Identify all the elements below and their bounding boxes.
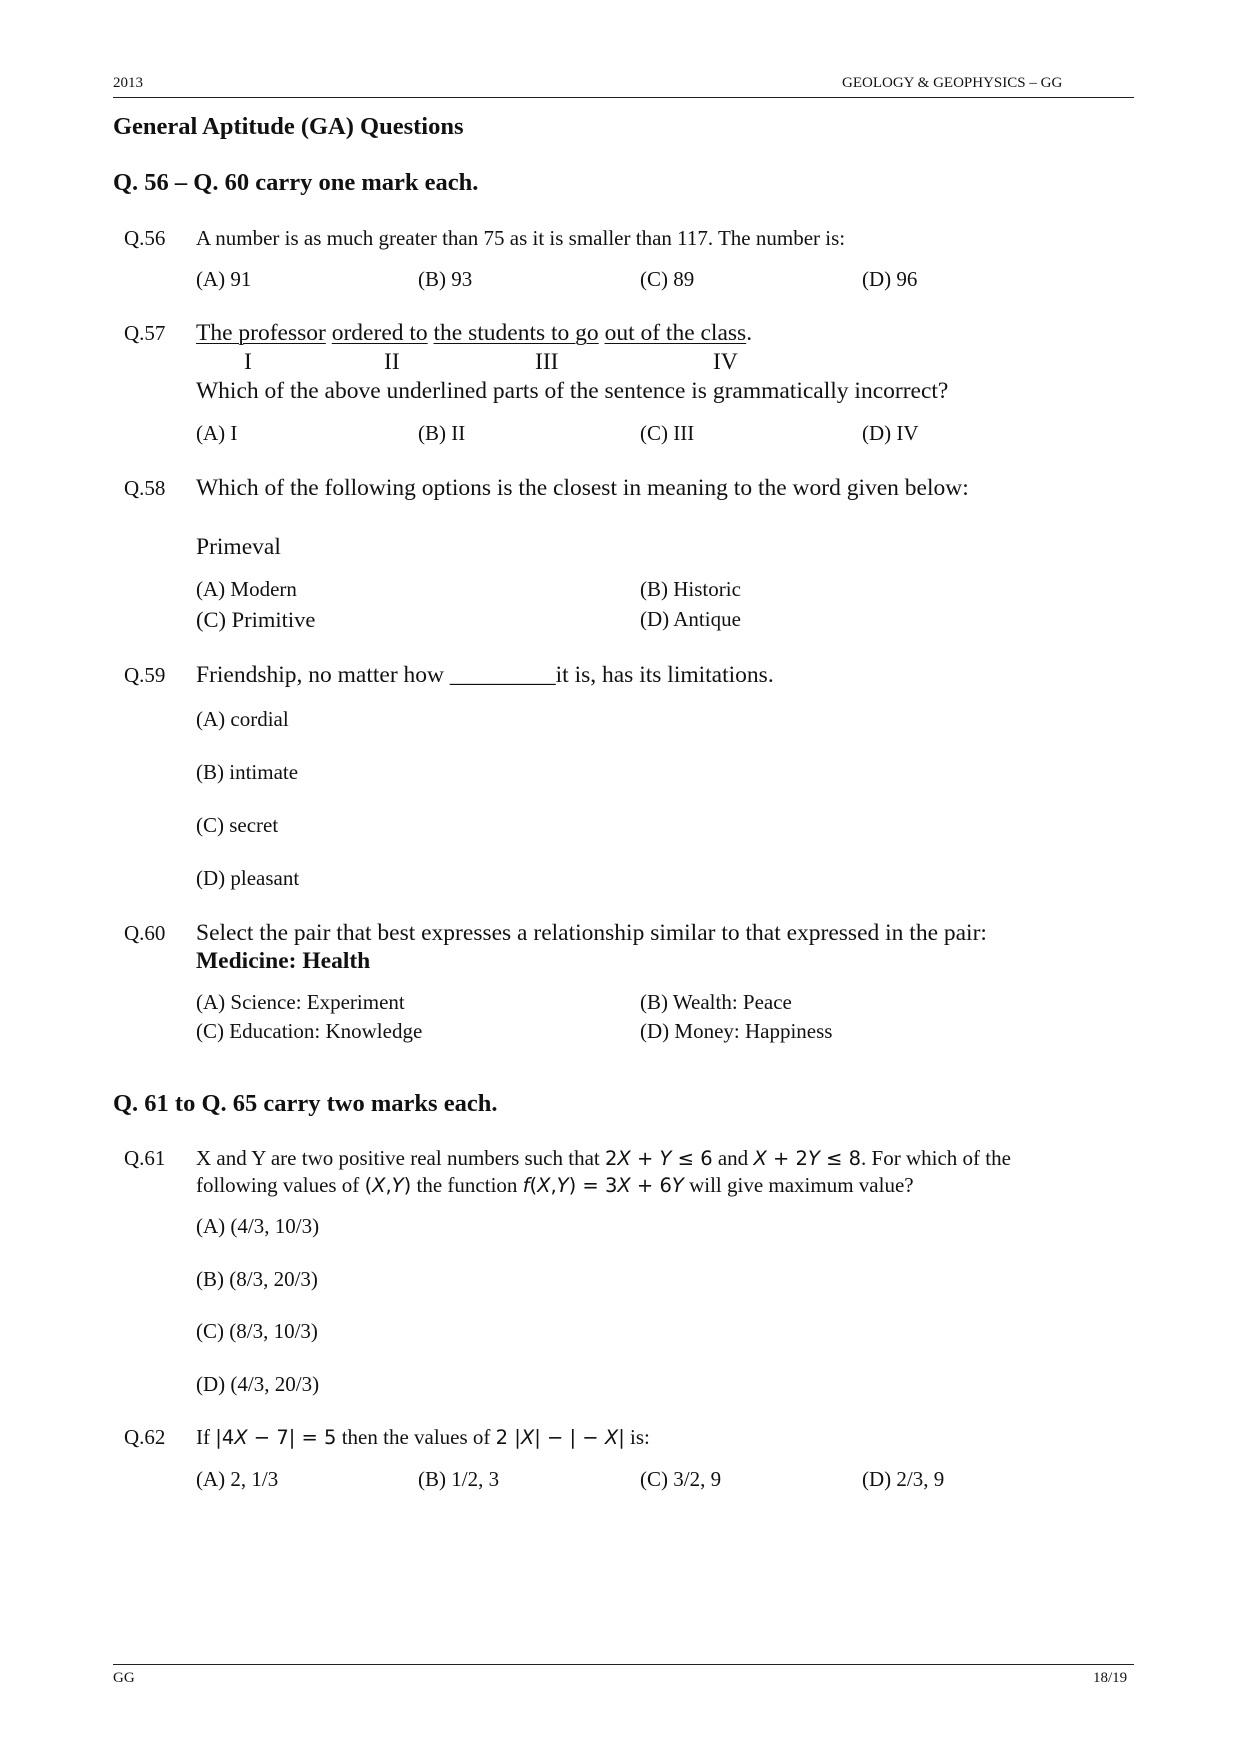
q61-constraint-1: 2X + Y ≤ 6 [605,1147,713,1170]
q57-marker-1: I [244,349,252,375]
q60-option-d: (D) Money: Happiness [640,1019,833,1043]
q61-line1-c: . For which of the [861,1146,1011,1170]
q57-option-c: (C) III [640,421,695,445]
q60-number: Q.60 [124,921,166,945]
q57-marker-2: II [384,349,400,375]
q61-option-b: (B) (8/3, 20/3) [196,1267,318,1291]
q58-word: Primeval [196,534,281,560]
q62-option-b: (B) 1/2, 3 [418,1467,500,1491]
footer-rule [113,1664,1134,1665]
q59-number: Q.59 [124,663,166,687]
q57-part-3: the students to go [433,320,599,346]
q58-option-b: (B) Historic [640,577,741,601]
q57-part-4: out of the class [604,320,747,346]
one-mark-heading: Q. 56 – Q. 60 carry one mark each. [113,169,479,196]
q57-option-d: (D) IV [862,421,919,445]
q58-option-d: (D) Antique [640,607,741,631]
q62-option-a: (A) 2, 1/3 [196,1467,279,1491]
q61-line-2 [196,1173,914,1198]
q61-option-a: (A) (4/3, 10/3) [196,1214,320,1238]
q58-number: Q.58 [124,476,166,500]
q61-option-c: (C) (8/3, 10/3) [196,1319,318,1343]
q61-pair-xy: (X,Y) [364,1174,412,1197]
q62-number: Q.62 [124,1425,166,1449]
q62-text-b: then the values of [341,1425,491,1449]
q56-option-d: (D) 96 [862,267,918,291]
q57-option-b: (B) II [418,421,466,445]
q61-line2-c: will give maximum value? [689,1173,914,1197]
q62-text-c: is: [630,1425,650,1449]
q62-equation: |4X − 7| = 5 [215,1426,337,1449]
q59-option-a: (A) cordial [196,707,289,731]
q61-line2-b: the function [416,1173,518,1197]
q62-text-a: If [196,1425,210,1449]
q60-option-b: (B) Wealth: Peace [640,990,792,1014]
q57-question: Which of the above underlined parts of the sentence is grammatically incorrect? [196,378,949,404]
footer-page: 18/19 [1093,1670,1128,1686]
q62-option-d: (D) 2/3, 9 [862,1467,945,1491]
header-year: 2013 [113,75,143,91]
q57-sep-4: . [746,320,753,346]
footer-code: GG [113,1670,135,1686]
q60-text: Select the pair that best expresses a relationship similar to that expressed in the pair: [196,920,987,946]
q56-option-a: (A) 91 [196,267,252,291]
two-marks-heading: Q. 61 to Q. 65 carry two marks each. [113,1090,498,1117]
q61-line2-a: following values of [196,1173,360,1197]
q58-option-a: (A) Modern [196,577,297,601]
q56-text: A number is as much greater than 75 as it is smaller than 117. The number is: [196,226,846,250]
q57-number: Q.57 [124,321,166,345]
q60-option-a: (A) Science: Experiment [196,990,405,1014]
q60-option-c: (C) Education: Knowledge [196,1019,423,1043]
section-heading: General Aptitude (GA) Questions [113,113,464,140]
q61-constraint-2: X + 2Y ≤ 8 [753,1147,862,1170]
q61-function: f(X,Y) = 3X + 6Y [522,1174,684,1197]
q62-expression: 2 |X| − | − X| [495,1426,625,1449]
q57-marker-3: III [535,349,559,375]
q56-option-c: (C) 89 [640,267,695,291]
q57-option-a: (A) I [196,421,238,445]
q62-text [196,1425,650,1450]
q61-option-d: (D) (4/3, 20/3) [196,1372,320,1396]
q57-part-1: The professor [196,320,326,346]
q59-option-d: (D) pleasant [196,866,300,890]
q61-line-1 [196,1146,1011,1171]
q59-text: Friendship, no matter how _________it is, has its limitations. [196,662,774,688]
q61-number: Q.61 [124,1146,166,1170]
q62-option-c: (C) 3/2, 9 [640,1467,722,1491]
q58-option-c: (C) Primitive [196,607,316,632]
q60-pair: Medicine: Health [196,948,371,974]
header-paper: GEOLOGY & GEOPHYSICS – GG [842,75,1063,91]
q61-line1-b: and [717,1146,749,1170]
q58-text: Which of the following options is the closest in meaning to the word given below: [196,475,969,501]
q59-option-b: (B) intimate [196,760,299,784]
header-rule [113,97,1134,98]
q57-sentence [196,320,752,347]
q56-number: Q.56 [124,226,166,250]
q57-marker-4: IV [713,349,738,375]
q57-part-2: ordered to [331,320,428,346]
q61-line1-a: X and Y are two positive real numbers such that [196,1146,600,1170]
q59-option-c: (C) secret [196,813,279,837]
q56-option-b: (B) 93 [418,267,473,291]
